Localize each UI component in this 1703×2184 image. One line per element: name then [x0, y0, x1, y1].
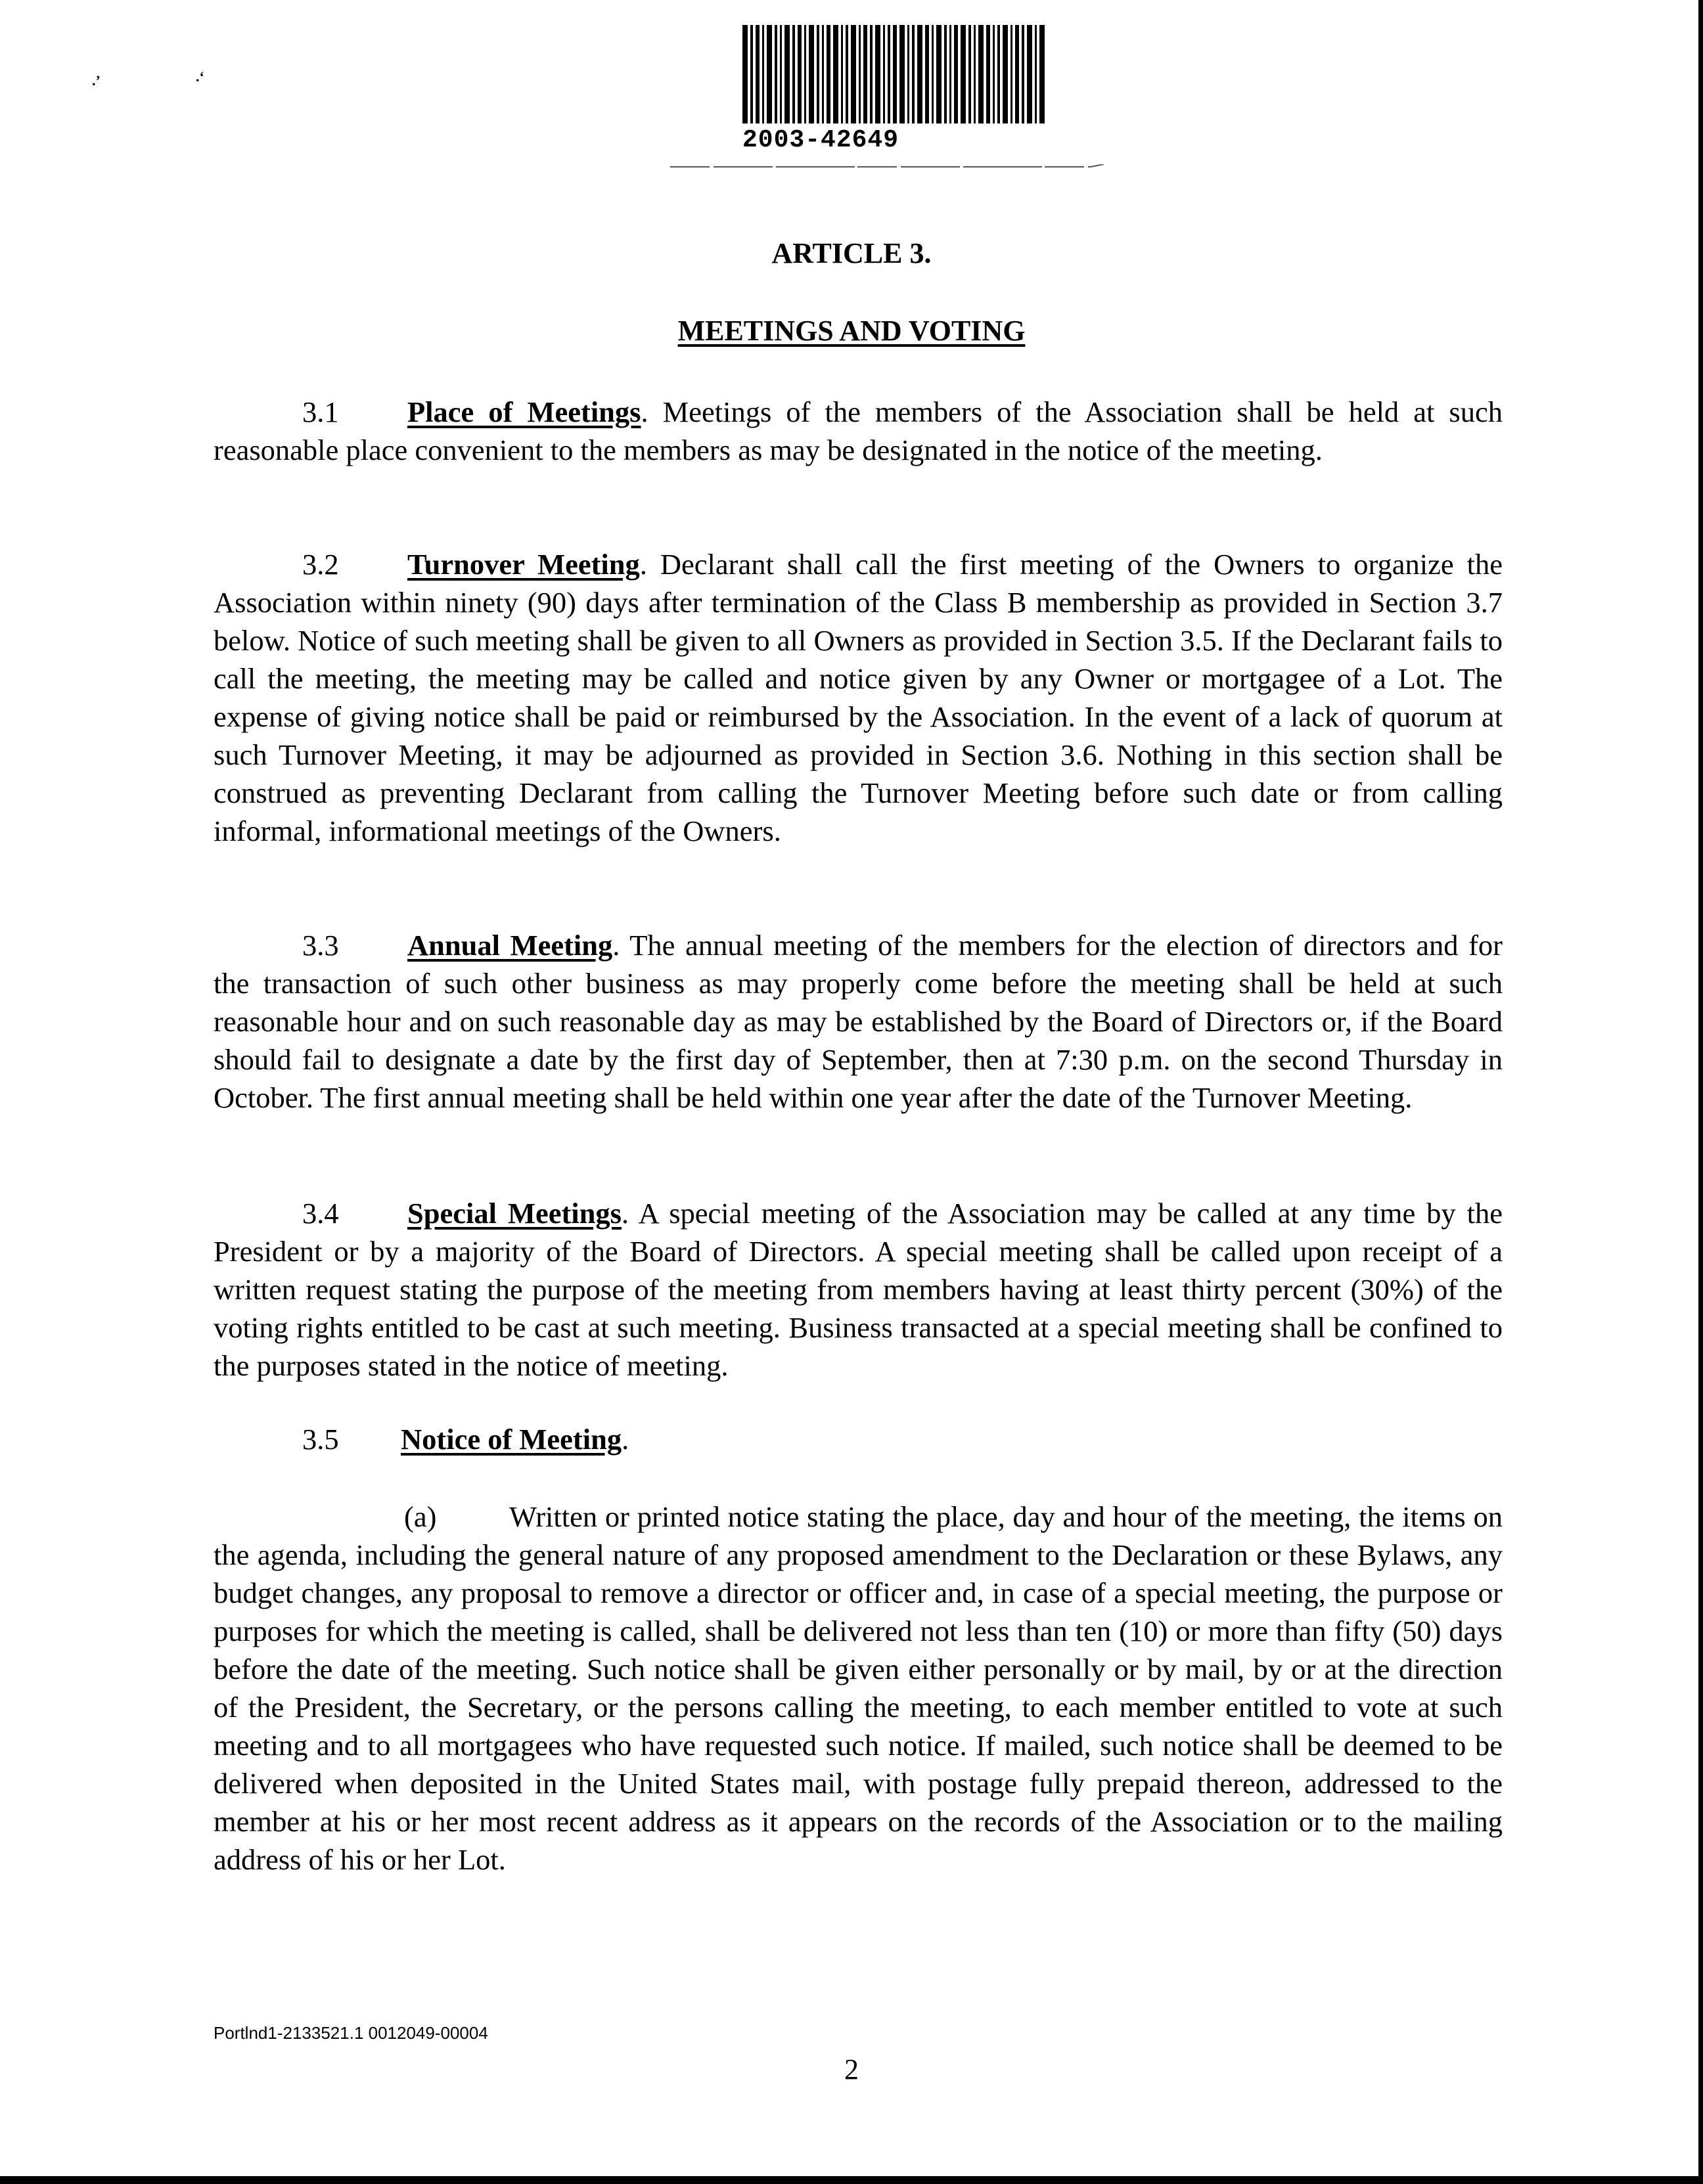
section-text: . — [622, 1423, 629, 1456]
section-text: . Meetings of the members of the Association shall be held at such reasonable place convenient to the members as may be designated in the notice of the meeting. — [214, 395, 1503, 466]
section-number: 3.3 — [302, 929, 339, 962]
barcode-number: 2003-42649 — [742, 126, 899, 154]
scan-border-bottom — [0, 2176, 1703, 2184]
section-heading: Turnover Meeting — [407, 548, 640, 581]
section-text: . Declarant shall call the first meeting of the Owners to organize the Association within ninety (90) days after termination of the Class B membership as provided in Section 3.7 below. Notice of such meeting shall be given to all Owners as provided in Section 3.5. If the Declarant fails to call the meeting, the meeting may be called and notice given by any Owner or mortgagee of a Lot. The expense of giving notice shall be paid or reimbursed by the Association. In the event of a lack of quorum at such Turnover Meeting, it may be adjourned as provided in Section 3.6. Nothing in this section shall be construed as preventing Declarant from calling the Turnover Meeting before such date or from calling informal, informational meetings of the Owners. — [214, 548, 1503, 847]
article-heading: MEETINGS AND VOTING — [677, 315, 1026, 347]
subsection-text: Written or printed notice stating the place, day and hour of the meeting, the items on the agenda, including the general nature of any proposed amendment to the Declaration or these Bylaws, any budget changes, any proposal to remove a director or officer and, in case of a special meeting, the purpose or purposes for which the meeting is called, shall be delivered not less than ten (10) or more than fifty (50) days before the date of the meeting. Such notice shall be given either personally or by mail, by or at the direction of the President, the Secretary, or the persons calling the meeting, to each member entitled to vote at such meeting and to all mortgagees who have requested such notice. If mailed, such notice shall be deemed to be delivered when deposited in the United States mail, with postage fully prepaid thereon, addressed to the member at his or her most recent address as it appears on the records of the Association or to the mailing address of his or her Lot. — [214, 1500, 1503, 1876]
section-number: 3.4 — [302, 1197, 339, 1230]
scan-speck: .‘ — [196, 68, 204, 85]
barcode-underline — [670, 164, 1104, 169]
section-3-3 — [214, 926, 1503, 1117]
subsection-a — [214, 1498, 1503, 1879]
scan-speck: .’ — [92, 72, 101, 89]
barcode — [742, 25, 1045, 123]
section-text: . The annual meeting of the members for the election of directors and for the transaction of such other business as may properly come before the meeting shall be held at such reasonable hour and on such reasonable day as may be established by the Board of Directors or, if the Board should fail to designate a date by the first day of September, then at 7:30 p.m. on the second Thursday in October. The first annual meeting shall be held within one year after the date of the Turnover Meeting. — [214, 929, 1503, 1114]
section-3-5 — [214, 1420, 1503, 1458]
section-number: 3.2 — [302, 548, 339, 581]
page-number: 2 — [844, 2053, 859, 2085]
section-number: 3.1 — [302, 395, 339, 428]
section-heading: Special Meetings — [407, 1197, 622, 1230]
section-number: 3.5 — [302, 1423, 339, 1456]
section-3-4 — [214, 1194, 1503, 1385]
section-heading: Place of Meetings — [407, 395, 641, 428]
section-text: . A special meeting of the Association may be called at any time by the President or by a majority of the Board of Directors. A special meeting shall be called upon receipt of a written request stating the purpose of the meeting from members having at least thirty percent (30%) of the voting rights entitled to be cast at such meeting. Business transacted at a special meeting shall be confined to the purposes stated in the notice of meeting. — [214, 1197, 1503, 1382]
document-reference: Portlnd1-2133521.1 0012049-00004 — [214, 2023, 488, 2043]
article-title: ARTICLE 3. — [771, 237, 932, 269]
section-3-1 — [214, 393, 1503, 469]
subsection-label: (a) — [404, 1500, 437, 1533]
section-3-2 — [214, 545, 1503, 850]
section-heading: Notice of Meeting — [401, 1423, 622, 1456]
section-heading: Annual Meeting — [407, 929, 613, 962]
